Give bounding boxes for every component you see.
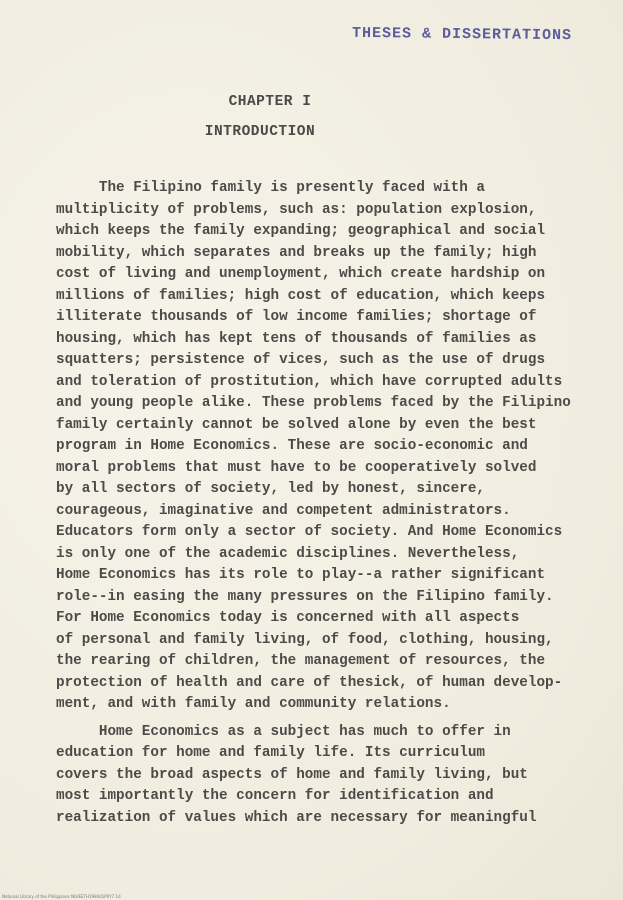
text-line: millions of families; high cost of education, which keeps <box>56 287 546 304</box>
text-line: multiplicity of problems, such as: population explosion, <box>56 201 537 218</box>
text-line: moral problems that must have to be cooperatively solved <box>56 459 537 476</box>
body-text <box>56 178 616 829</box>
paragraph-1 <box>56 178 616 716</box>
text-line: and toleration of prostitution, which have corrupted adults <box>56 373 563 390</box>
text-line: cost of living and unemployment, which create hardship on <box>56 266 546 282</box>
theses-dissertations-stamp: THESES & DISSERTATIONS <box>351 24 573 45</box>
text-line: of personal and family living, of food, clothing, housing, <box>56 631 554 648</box>
section-title: INTRODUCTION <box>204 124 316 140</box>
text-line: ment, and with family and community relations. <box>56 696 451 712</box>
text-line: program in Home Economics. These are socio-economic and <box>56 438 528 454</box>
text-line: Educators form only a sector of society. And Home Economics <box>56 524 563 540</box>
text-line: education for home and family life. Its curriculum <box>56 745 485 761</box>
text-line: protection of health and care of thesick, of human develop- <box>56 674 563 691</box>
text-line: covers the broad aspects of home and family living, but <box>56 766 528 783</box>
text-line: and young people alike. These problems faced by the Filipino <box>56 395 571 411</box>
text-line: housing, which has kept tens of thousands of families as <box>56 330 537 347</box>
text-line: Home Economics has its role to play--a rather significant <box>56 567 546 583</box>
text-line: is only one of the academic disciplines. Nevertheless, <box>56 545 520 562</box>
text-line: Home Economics as a subject has much to offer in <box>56 723 511 740</box>
text-line: realization of values which are necessary for meaningful <box>56 809 537 826</box>
text-line: squatters; persistence of vices, such as the use of drugs <box>56 352 546 368</box>
paragraph-2 <box>56 722 616 830</box>
text-line: by all sectors of society, led by honest, sincere, <box>56 481 485 497</box>
text-line: The Filipino family is presently faced with a <box>56 180 485 196</box>
text-line: courageous, imaginative and competent administrators. <box>56 502 511 519</box>
text-line: role--in easing the many pressures on the Filipino family. <box>56 588 554 605</box>
text-line: most importantly the concern for identification and <box>56 788 494 804</box>
text-line: For Home Economics today is concerned with all aspects <box>56 610 520 626</box>
text-line: the rearing of children, the management of resources, the <box>56 653 546 669</box>
text-line: family certainly cannot be solved alone by even the best <box>56 416 537 433</box>
library-footer: National Library of the Philippines NLVEETH1984d1P0Y7 1d <box>2 894 121 899</box>
text-line: mobility, which separates and breaks up the family; high <box>56 244 537 261</box>
text-line: illiterate thousands of low income families; shortage of <box>56 309 537 325</box>
text-line: which keeps the family expanding; geographical and social <box>56 223 546 239</box>
chapter-heading: CHAPTER I <box>228 94 312 110</box>
